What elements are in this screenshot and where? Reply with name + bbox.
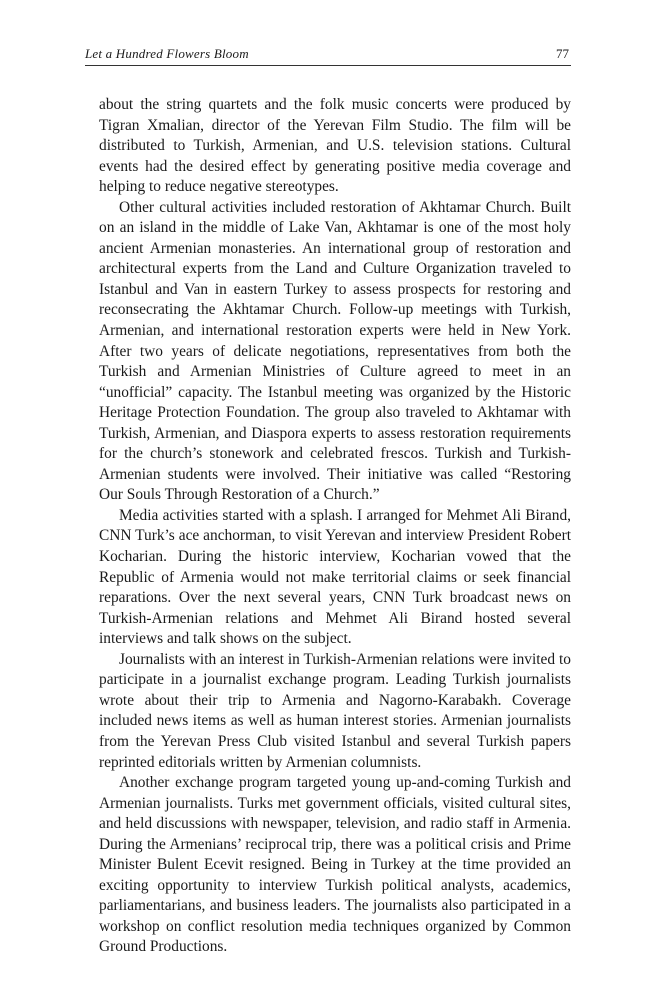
body-text xyxy=(99,95,571,958)
paragraph-media-activities: Media activities started with a splash. I arranged for Mehmet Ali Birand, CNN Turk’s ace anchorman, to visit Yerevan and interview President Robert Kocharian. During the historic interview, Kocharian vowed that the Republic of Armenia would not make territorial claims or seek financial reparations. Over the next several years, CNN Turk broadcast news on Turkish-Armenian relations and Mehmet Ali Birand hosted several interviews and talk shows on the subject. xyxy=(99,506,571,648)
running-title: Let a Hundred Flowers Bloom xyxy=(85,46,249,61)
paragraph-continued: about the string quartets and the folk music concerts were produced by Tigran Xmalian, director of the Yerevan Film Studio. The film will be distributed to Turkish, Armenian, and U.S. television stations. Cultural events had the desired effect by generating positive media coverage and helping to reduce negative stereotypes. xyxy=(99,96,571,196)
running-header xyxy=(85,43,571,66)
paragraph-young-journalists: Another exchange program targeted young up-and-coming Turkish and Armenian journalists. Turks met government officials, visited cultural sites, and held discussions with newspaper, television, and radio staff in Armenia. During the Armenians’ reciprocal trip, there was a political crisis and Prime Minister Bulent Ecevit resigned. Being in Turkey at the time provided an exciting opportunity to interview Turkish political analysts, academics, parliamentarians, and business leaders. The journalists also participated in a workshop on conflict resolution media techniques organized by Common Ground Productions. xyxy=(99,774,571,956)
page-number: 77 xyxy=(556,46,569,61)
paragraph-journalist-exchange: Journalists with an interest in Turkish-Armenian relations were invited to participate in a journalist exchange program. Leading Turkish journalists wrote about their trip to Armenia and Nagorno-Karabakh. Coverage included news items as well as human interest stories. Armenian journalists from the Yerevan Press Club visited Istanbul and several Turkish papers reprinted editorials written by Armenian columnists. xyxy=(99,650,571,771)
paragraph-akhtamar-restoration: Other cultural activities included restoration of Akhtamar Church. Built on an island in the middle of Lake Van, Akhtamar is one of the most holy ancient Armenian monasteries. An international group of restoration and architectural experts from the Land and Culture Organization traveled to Istanbul and Van in eastern Turkey to assess prospects for restoring and reconsecrating the Akhtamar Church. Follow-up meetings with Turkish, Armenian, and international restoration experts were held in New York. After two years of delicate negotiations, representatives from both the Turkish and Armenian Ministries of Culture agreed to meet in an “unofficial” capacity. The Istanbul meeting was organized by the Historic Heritage Protection Foundation. The group also traveled to Akhtamar with Turkish, Armenian, and Diaspora experts to assess restoration requirements for the church’s stonework and celebrated frescos. Turkish and Turkish-Armenian students were involved. Their initiative was called “Restoring Our Souls Through Restoration of a Church.” xyxy=(99,198,571,504)
